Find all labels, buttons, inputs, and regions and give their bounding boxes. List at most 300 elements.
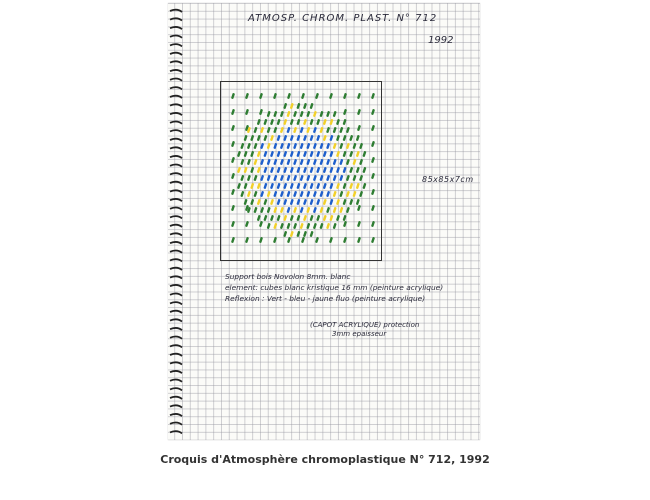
color-dot bbox=[319, 111, 323, 117]
color-dot bbox=[329, 151, 333, 157]
color-dot bbox=[273, 127, 277, 133]
color-dot bbox=[349, 135, 353, 141]
color-dot-pattern bbox=[221, 82, 381, 260]
color-dot bbox=[277, 215, 281, 221]
color-dot bbox=[300, 143, 304, 149]
image-caption: Croquis d'Atmosphère chromoplastique N° 712, 1992 bbox=[160, 453, 490, 466]
color-dot bbox=[357, 237, 361, 243]
color-dot bbox=[336, 167, 340, 173]
color-dot bbox=[339, 175, 343, 181]
note-protection-line-2: 3mm epaisseur bbox=[332, 330, 387, 338]
color-dot bbox=[296, 215, 300, 221]
spiral-ring bbox=[170, 18, 182, 20]
note-protection-line-1: (CAPOT ACRYLIQUE) protection bbox=[310, 321, 420, 329]
color-dot bbox=[273, 159, 277, 165]
color-dot bbox=[263, 119, 267, 125]
color-dot bbox=[263, 151, 267, 157]
color-dot bbox=[343, 151, 347, 157]
color-dot bbox=[306, 191, 310, 197]
color-dot bbox=[237, 183, 241, 189]
color-dot bbox=[277, 183, 281, 189]
color-dot bbox=[362, 151, 366, 157]
color-dot bbox=[310, 183, 314, 189]
color-dot bbox=[326, 175, 330, 181]
spiral-ring bbox=[170, 199, 182, 201]
spiral-ring bbox=[170, 242, 182, 244]
spiral-ring bbox=[170, 431, 182, 433]
color-dot bbox=[270, 183, 274, 189]
color-dot bbox=[323, 119, 327, 125]
color-dot bbox=[263, 199, 267, 205]
color-dot bbox=[371, 157, 375, 163]
color-dot bbox=[326, 127, 330, 133]
color-dot bbox=[357, 109, 361, 115]
color-dot bbox=[293, 175, 297, 181]
color-dot bbox=[315, 237, 319, 243]
spiral-ring bbox=[170, 130, 182, 132]
color-dot bbox=[286, 159, 290, 165]
color-dot bbox=[303, 199, 307, 205]
color-dot bbox=[339, 143, 343, 149]
color-dot bbox=[349, 167, 353, 173]
spiral-ring bbox=[170, 380, 182, 382]
color-dot bbox=[306, 207, 310, 213]
color-dot bbox=[346, 175, 350, 181]
color-dot bbox=[286, 191, 290, 197]
color-dot bbox=[253, 159, 257, 165]
spiral-ring bbox=[170, 53, 182, 55]
color-dot bbox=[253, 207, 257, 213]
color-dot bbox=[333, 111, 337, 117]
color-dot bbox=[343, 167, 347, 173]
spiral-ring bbox=[170, 27, 182, 29]
note-protection bbox=[310, 321, 419, 339]
color-dot bbox=[343, 119, 347, 125]
spiral-ring bbox=[170, 405, 182, 407]
color-dot bbox=[346, 143, 350, 149]
color-dot bbox=[352, 175, 356, 181]
color-dot bbox=[371, 173, 375, 179]
color-dot bbox=[343, 215, 347, 221]
color-dot bbox=[362, 167, 366, 173]
color-dot bbox=[316, 151, 320, 157]
color-dot bbox=[326, 111, 330, 117]
color-dot bbox=[270, 199, 274, 205]
color-dot bbox=[280, 143, 284, 149]
spiral-ring bbox=[170, 302, 182, 304]
color-dot bbox=[346, 207, 350, 213]
color-dot bbox=[287, 93, 291, 99]
color-dot bbox=[313, 191, 317, 197]
color-dot bbox=[356, 199, 360, 205]
color-dot bbox=[300, 223, 304, 229]
color-dot bbox=[231, 109, 235, 115]
color-dot bbox=[371, 205, 375, 211]
color-dot bbox=[270, 167, 274, 173]
color-dot bbox=[352, 159, 356, 165]
color-dot bbox=[329, 215, 333, 221]
color-dot bbox=[310, 103, 314, 109]
color-dot bbox=[280, 207, 284, 213]
color-dot bbox=[260, 175, 264, 181]
spiral-ring bbox=[170, 96, 182, 98]
color-dot bbox=[313, 175, 317, 181]
spiral-ring bbox=[170, 87, 182, 89]
color-dot bbox=[313, 143, 317, 149]
spiral-ring bbox=[170, 259, 182, 261]
color-dot bbox=[326, 159, 330, 165]
color-dot bbox=[260, 127, 264, 133]
color-dot bbox=[296, 199, 300, 205]
color-dot bbox=[267, 159, 271, 165]
spiral-ring bbox=[170, 337, 182, 339]
color-dot bbox=[245, 109, 249, 115]
color-dot bbox=[231, 237, 235, 243]
color-dot bbox=[270, 135, 274, 141]
spiral-ring bbox=[170, 79, 182, 81]
color-dot bbox=[303, 167, 307, 173]
note-line-element: element: cubes blanc kristique 16 mm (peinture acrylique) bbox=[225, 283, 444, 292]
color-dot bbox=[303, 151, 307, 157]
color-dot bbox=[319, 143, 323, 149]
color-dot bbox=[263, 215, 267, 221]
color-dot bbox=[301, 237, 305, 243]
color-dot bbox=[290, 167, 294, 173]
color-dot bbox=[343, 93, 347, 99]
color-dot bbox=[244, 167, 248, 173]
color-dot bbox=[329, 237, 333, 243]
color-dot bbox=[280, 191, 284, 197]
color-dot bbox=[323, 199, 327, 205]
color-dot bbox=[343, 109, 347, 115]
color-dot bbox=[352, 143, 356, 149]
spiral-ring bbox=[170, 319, 182, 321]
color-dot bbox=[259, 93, 263, 99]
color-dot bbox=[270, 151, 274, 157]
color-dot bbox=[333, 175, 337, 181]
color-dot bbox=[247, 159, 251, 165]
color-dot bbox=[349, 183, 353, 189]
color-dot bbox=[300, 207, 304, 213]
color-dot bbox=[280, 111, 284, 117]
color-dot bbox=[273, 191, 277, 197]
color-dot bbox=[300, 159, 304, 165]
color-dot bbox=[293, 191, 297, 197]
spiral-ring bbox=[170, 423, 182, 425]
color-dot bbox=[300, 191, 304, 197]
spiral-ring bbox=[170, 251, 182, 253]
color-dot bbox=[283, 183, 287, 189]
spiral-ring bbox=[170, 173, 182, 175]
spiral-ring bbox=[170, 36, 182, 38]
spiral-ring bbox=[170, 147, 182, 149]
spiral-ring bbox=[170, 44, 182, 46]
color-dot bbox=[267, 191, 271, 197]
color-dot bbox=[240, 175, 244, 181]
color-dot bbox=[283, 167, 287, 173]
color-dot bbox=[286, 223, 290, 229]
color-dot bbox=[357, 221, 361, 227]
spiral-ring bbox=[170, 294, 182, 296]
color-dot bbox=[313, 127, 317, 133]
color-dot bbox=[277, 119, 281, 125]
color-dot bbox=[323, 183, 327, 189]
color-dot bbox=[247, 175, 251, 181]
color-dot bbox=[296, 231, 300, 237]
color-dot bbox=[357, 205, 361, 211]
color-dot bbox=[296, 151, 300, 157]
color-dot bbox=[231, 205, 235, 211]
color-dot bbox=[357, 93, 361, 99]
color-dot bbox=[326, 207, 330, 213]
color-dot bbox=[257, 119, 261, 125]
color-dot bbox=[253, 175, 257, 181]
notebook-page bbox=[168, 3, 480, 440]
spiral-ring bbox=[170, 104, 182, 106]
color-dot bbox=[371, 125, 375, 131]
spiral-ring bbox=[170, 268, 182, 270]
spiral-ring bbox=[170, 354, 182, 356]
color-dot bbox=[244, 151, 248, 157]
color-dot bbox=[310, 167, 314, 173]
color-dot bbox=[316, 215, 320, 221]
color-dot bbox=[306, 223, 310, 229]
color-dot bbox=[333, 127, 337, 133]
spiral-ring bbox=[170, 371, 182, 373]
spiral-ring bbox=[170, 156, 182, 158]
color-dot bbox=[240, 143, 244, 149]
spiral-ring bbox=[170, 388, 182, 390]
color-dot bbox=[231, 125, 235, 131]
spiral-ring bbox=[170, 113, 182, 115]
color-dot bbox=[343, 221, 347, 227]
color-dot bbox=[339, 159, 343, 165]
color-dot bbox=[263, 183, 267, 189]
color-dot bbox=[257, 215, 261, 221]
color-dot bbox=[346, 191, 350, 197]
color-dot bbox=[277, 135, 281, 141]
color-dot bbox=[253, 127, 257, 133]
color-dot bbox=[356, 135, 360, 141]
spiral-ring bbox=[170, 311, 182, 313]
color-dot bbox=[280, 175, 284, 181]
color-dot bbox=[339, 191, 343, 197]
color-dot bbox=[263, 135, 267, 141]
color-dot bbox=[273, 207, 277, 213]
color-dot bbox=[260, 159, 264, 165]
color-dot bbox=[253, 191, 257, 197]
color-dot bbox=[371, 141, 375, 147]
color-dot bbox=[346, 159, 350, 165]
color-dot bbox=[300, 111, 304, 117]
color-dot bbox=[333, 223, 337, 229]
color-dot bbox=[316, 135, 320, 141]
color-dot bbox=[244, 199, 248, 205]
color-dot bbox=[336, 183, 340, 189]
color-dot bbox=[245, 237, 249, 243]
spiral-ring bbox=[170, 276, 182, 278]
color-dot bbox=[290, 119, 294, 125]
color-dot bbox=[245, 93, 249, 99]
color-dot bbox=[319, 191, 323, 197]
color-dot bbox=[371, 109, 375, 115]
color-dot bbox=[329, 167, 333, 173]
color-dot bbox=[296, 183, 300, 189]
color-dot bbox=[263, 167, 267, 173]
color-dot bbox=[306, 159, 310, 165]
color-dot bbox=[349, 199, 353, 205]
color-dot bbox=[296, 119, 300, 125]
color-dot bbox=[356, 151, 360, 157]
color-dot bbox=[371, 189, 375, 195]
color-dot bbox=[306, 143, 310, 149]
color-dot bbox=[329, 93, 333, 99]
color-dot bbox=[231, 157, 235, 163]
color-dot bbox=[310, 135, 314, 141]
color-dot bbox=[329, 135, 333, 141]
color-dot bbox=[270, 119, 274, 125]
color-dot bbox=[231, 173, 235, 179]
color-dot bbox=[290, 103, 294, 109]
color-dot bbox=[371, 237, 375, 243]
color-dot bbox=[359, 159, 363, 165]
color-dot bbox=[303, 215, 307, 221]
note-line-support: Support bois Novolon 8mm. blanc bbox=[225, 272, 351, 281]
color-dot bbox=[296, 103, 300, 109]
color-dot bbox=[237, 151, 241, 157]
sketch-year: 1992 bbox=[428, 35, 454, 46]
color-dot bbox=[283, 103, 287, 109]
color-dot bbox=[267, 223, 271, 229]
spiral-ring bbox=[170, 362, 182, 364]
color-dot bbox=[283, 135, 287, 141]
sketch-dimensions: 85x85x7cm bbox=[422, 175, 474, 184]
color-dot bbox=[303, 135, 307, 141]
color-dot bbox=[336, 151, 340, 157]
color-dot bbox=[349, 151, 353, 157]
color-dot bbox=[293, 111, 297, 117]
sketch-title: ATMOSP. CHROM. PLAST. N° 712 bbox=[248, 13, 438, 24]
color-dot bbox=[280, 159, 284, 165]
color-dot bbox=[323, 135, 327, 141]
color-dot bbox=[362, 183, 366, 189]
color-dot bbox=[359, 143, 363, 149]
color-dot bbox=[296, 135, 300, 141]
color-dot bbox=[293, 159, 297, 165]
color-dot bbox=[293, 207, 297, 213]
color-dot bbox=[286, 111, 290, 117]
spiral-ring bbox=[170, 182, 182, 184]
color-dot bbox=[250, 135, 254, 141]
color-dot bbox=[277, 151, 281, 157]
color-dot bbox=[260, 143, 264, 149]
color-dot bbox=[326, 143, 330, 149]
color-dot bbox=[357, 125, 361, 131]
color-dot bbox=[303, 103, 307, 109]
color-dot bbox=[259, 109, 263, 115]
color-dot bbox=[273, 223, 277, 229]
spiral-ring bbox=[170, 70, 182, 72]
color-dot bbox=[310, 119, 314, 125]
color-dot bbox=[259, 237, 263, 243]
color-dot bbox=[333, 143, 337, 149]
color-dot bbox=[371, 221, 375, 227]
color-dot bbox=[336, 199, 340, 205]
color-dot bbox=[257, 183, 261, 189]
spiral-ring bbox=[170, 345, 182, 347]
color-dot bbox=[336, 215, 340, 221]
spiral-ring bbox=[170, 208, 182, 210]
color-dot bbox=[267, 111, 271, 117]
spiral-ring bbox=[170, 10, 182, 12]
spiral-ring bbox=[170, 285, 182, 287]
color-dot bbox=[343, 135, 347, 141]
spiral-ring bbox=[170, 190, 182, 192]
color-dot bbox=[231, 141, 235, 147]
spiral-ring bbox=[170, 233, 182, 235]
color-dot bbox=[316, 199, 320, 205]
color-dot bbox=[293, 223, 297, 229]
color-dot bbox=[316, 167, 320, 173]
color-dot bbox=[267, 207, 271, 213]
color-dot bbox=[319, 223, 323, 229]
color-dot bbox=[343, 183, 347, 189]
color-dot bbox=[240, 159, 244, 165]
color-dot bbox=[290, 215, 294, 221]
color-dot bbox=[352, 191, 356, 197]
color-dot bbox=[286, 207, 290, 213]
color-dot bbox=[323, 151, 327, 157]
color-dot bbox=[273, 111, 277, 117]
color-dot bbox=[303, 183, 307, 189]
color-dot bbox=[359, 191, 363, 197]
color-dot bbox=[283, 119, 287, 125]
color-dot bbox=[329, 199, 333, 205]
color-dot bbox=[237, 167, 241, 173]
artwork-frame bbox=[220, 81, 382, 261]
color-dot bbox=[250, 199, 254, 205]
handwritten-notes bbox=[225, 271, 443, 304]
color-dot bbox=[326, 223, 330, 229]
color-dot bbox=[313, 159, 317, 165]
color-dot bbox=[310, 199, 314, 205]
color-dot bbox=[250, 151, 254, 157]
color-dot bbox=[371, 93, 375, 99]
color-dot bbox=[313, 223, 317, 229]
spiral-ring bbox=[170, 216, 182, 218]
note-line-reflexion: Reflexion : Vert - bleu - jaune fluo (peinture acrylique) bbox=[225, 294, 426, 303]
spiral-ring bbox=[170, 397, 182, 399]
color-dot bbox=[356, 183, 360, 189]
color-dot bbox=[310, 151, 314, 157]
color-dot bbox=[323, 215, 327, 221]
color-dot bbox=[273, 143, 277, 149]
color-dot bbox=[283, 199, 287, 205]
color-dot bbox=[280, 127, 284, 133]
color-dot bbox=[306, 127, 310, 133]
color-dot bbox=[343, 199, 347, 205]
color-dot bbox=[253, 143, 257, 149]
spiral-ring bbox=[170, 414, 182, 416]
color-dot bbox=[286, 143, 290, 149]
spiral-ring bbox=[170, 61, 182, 63]
color-dot bbox=[259, 221, 263, 227]
color-dot bbox=[290, 151, 294, 157]
color-dot bbox=[319, 175, 323, 181]
color-dot bbox=[346, 127, 350, 133]
color-dot bbox=[293, 143, 297, 149]
color-dot bbox=[323, 167, 327, 173]
